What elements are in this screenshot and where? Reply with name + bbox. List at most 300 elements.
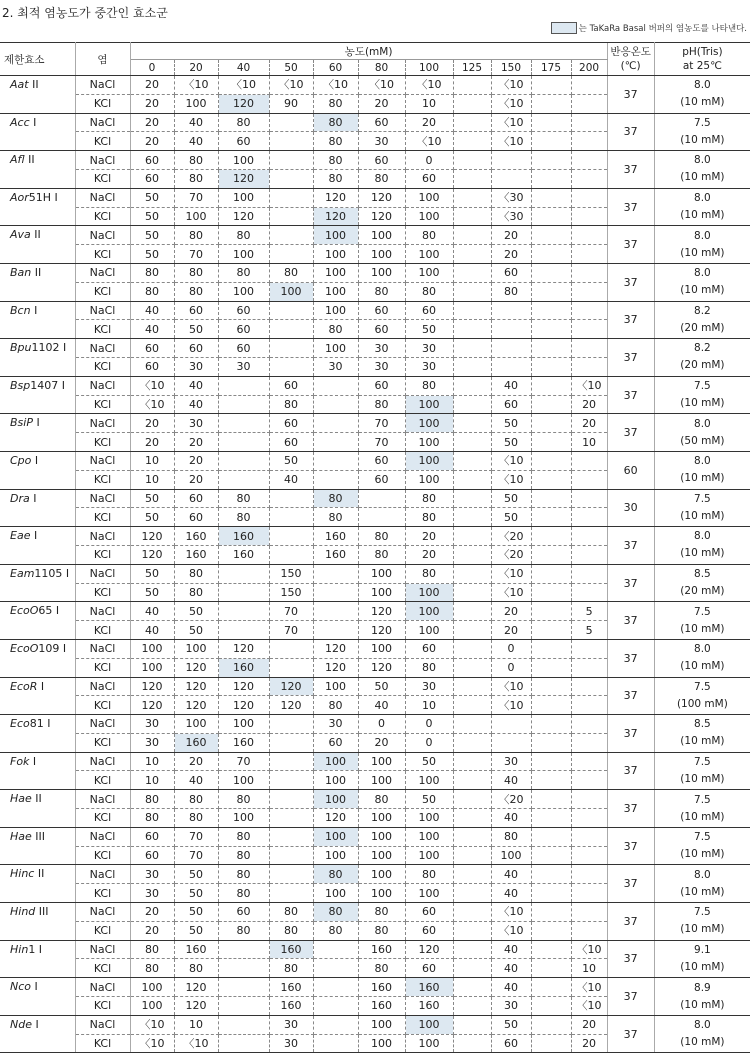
activity-cell — [571, 245, 607, 264]
activity-cell — [531, 301, 571, 320]
activity-cell — [269, 809, 313, 828]
activity-cell: 80 — [218, 865, 269, 884]
enzyme-genus: Dra — [10, 491, 30, 505]
enzyme-suffix: I — [31, 980, 38, 994]
activity-cell — [269, 790, 313, 809]
table-row — [0, 715, 750, 734]
activity-cell: 10 — [571, 433, 607, 452]
activity-cell: 60 — [269, 414, 313, 433]
ph-value: 7.5 — [694, 380, 711, 393]
activity-cell: 50 — [174, 602, 218, 621]
activity-cell: 70 — [269, 621, 313, 640]
enzyme-name — [0, 263, 75, 301]
enzyme-name — [0, 790, 75, 828]
reaction-temperature: 37 — [607, 301, 654, 339]
enzyme-genus: Bcn — [10, 303, 31, 317]
reaction-temperature: 37 — [607, 865, 654, 903]
activity-cell: 100 — [218, 188, 269, 207]
enzyme-name — [0, 903, 75, 941]
activity-cell — [269, 639, 313, 658]
activity-cell: 30 — [405, 357, 453, 376]
activity-cell: 100 — [218, 809, 269, 828]
activity-cell — [531, 827, 571, 846]
activity-cell — [218, 433, 269, 452]
buffer-concentration: (10 mM) — [680, 472, 725, 485]
activity-cell — [531, 921, 571, 940]
enzyme-suffix: I — [31, 453, 39, 467]
activity-cell: 60 — [130, 151, 174, 170]
activity-cell — [218, 978, 269, 997]
enzyme-genus: Eam — [10, 566, 35, 580]
activity-cell: 〈10 — [491, 470, 531, 489]
activity-cell: 30 — [491, 997, 531, 1016]
activity-cell — [453, 414, 491, 433]
activity-cell — [453, 921, 491, 940]
activity-cell: 20 — [174, 752, 218, 771]
activity-cell: 40 — [491, 959, 531, 978]
activity-cell: 50 — [130, 583, 174, 602]
activity-cell — [531, 696, 571, 715]
activity-cell: 160 — [358, 997, 405, 1016]
activity-cell — [571, 658, 607, 677]
activity-cell — [531, 245, 571, 264]
activity-cell: 100 — [130, 639, 174, 658]
activity-cell: 80 — [491, 827, 531, 846]
activity-cell: 100 — [405, 846, 453, 865]
activity-cell — [218, 959, 269, 978]
table-row — [0, 376, 750, 395]
activity-cell: 100 — [358, 583, 405, 602]
activity-cell: 〈10 — [269, 76, 313, 95]
activity-cell — [313, 602, 358, 621]
activity-cell — [453, 978, 491, 997]
activity-cell: 90 — [269, 94, 313, 113]
activity-cell: 160 — [358, 978, 405, 997]
activity-cell — [571, 865, 607, 884]
activity-cell — [313, 997, 358, 1016]
ph-value: 8.0 — [694, 1019, 711, 1032]
enzyme-name — [0, 188, 75, 226]
activity-cell: 100 — [313, 771, 358, 790]
activity-cell: 60 — [405, 921, 453, 940]
activity-cell: 60 — [313, 733, 358, 752]
activity-cell: 120 — [405, 940, 453, 959]
activity-cell — [531, 414, 571, 433]
reaction-temperature: 37 — [607, 1015, 654, 1053]
activity-cell — [453, 564, 491, 583]
activity-cell — [531, 733, 571, 752]
activity-cell — [571, 809, 607, 828]
activity-cell — [531, 339, 571, 358]
table-row — [0, 978, 750, 997]
ph-cell — [654, 978, 750, 1016]
activity-cell — [531, 151, 571, 170]
activity-cell: 160 — [358, 940, 405, 959]
activity-cell — [453, 151, 491, 170]
activity-cell: 20 — [130, 76, 174, 95]
activity-cell — [453, 752, 491, 771]
buffer-concentration: (10 mM) — [680, 848, 725, 861]
activity-cell — [453, 527, 491, 546]
activity-cell — [491, 733, 531, 752]
reaction-temperature: 37 — [607, 639, 654, 677]
header-concentration: 농도(mM) — [130, 43, 607, 60]
activity-cell — [269, 151, 313, 170]
ph-value: 8.5 — [694, 718, 711, 731]
activity-cell — [531, 771, 571, 790]
activity-cell — [453, 395, 491, 414]
enzyme-name — [0, 113, 75, 151]
activity-cell: 120 — [313, 658, 358, 677]
reaction-temperature: 37 — [607, 564, 654, 602]
activity-cell — [531, 94, 571, 113]
activity-cell — [531, 395, 571, 414]
activity-cell: 20 — [130, 94, 174, 113]
reaction-temperature: 60 — [607, 451, 654, 489]
activity-cell — [453, 733, 491, 752]
activity-cell: 100 — [405, 771, 453, 790]
activity-cell — [571, 226, 607, 245]
salt-label: KCl — [75, 959, 130, 978]
activity-cell — [313, 451, 358, 470]
ph-value: 7.5 — [694, 906, 711, 919]
activity-cell: 〈30 — [491, 188, 531, 207]
activity-cell: 80 — [405, 658, 453, 677]
activity-cell: 80 — [174, 583, 218, 602]
activity-cell: 80 — [174, 959, 218, 978]
activity-cell — [453, 639, 491, 658]
activity-cell — [571, 113, 607, 132]
enzyme-genus: Cpo — [10, 453, 32, 467]
reaction-temperature: 37 — [607, 226, 654, 264]
activity-cell: 50 — [174, 865, 218, 884]
enzyme-suffix: II — [28, 78, 39, 91]
reaction-temperature: 37 — [607, 827, 654, 865]
table-row — [0, 639, 750, 658]
buffer-concentration: (10 mM) — [680, 660, 725, 673]
activity-cell: 60 — [358, 376, 405, 395]
reaction-temperature: 37 — [607, 527, 654, 565]
activity-cell — [531, 357, 571, 376]
activity-cell: 120 — [218, 677, 269, 696]
activity-cell — [218, 621, 269, 640]
salt-label: NaCl — [75, 414, 130, 433]
enzyme-genus: Hin — [10, 942, 29, 956]
enzyme-suffix: 1407 I — [30, 378, 66, 392]
activity-cell — [269, 188, 313, 207]
activity-cell: 20 — [174, 470, 218, 489]
activity-cell — [491, 357, 531, 376]
activity-cell — [269, 771, 313, 790]
salt-label: NaCl — [75, 677, 130, 696]
salt-label: KCl — [75, 320, 130, 339]
activity-cell — [531, 433, 571, 452]
activity-cell: 〈10 — [358, 76, 405, 95]
ph-cell — [654, 752, 750, 790]
activity-cell: 〈10 — [491, 696, 531, 715]
buffer-concentration: (10 mM) — [680, 133, 725, 146]
activity-cell: 50 — [130, 489, 174, 508]
salt-label: KCl — [75, 621, 130, 640]
activity-cell — [269, 733, 313, 752]
activity-cell — [571, 903, 607, 922]
enzyme-suffix: II — [30, 228, 41, 242]
activity-cell: 50 — [405, 320, 453, 339]
activity-cell — [453, 715, 491, 734]
activity-cell: 30 — [130, 733, 174, 752]
activity-cell — [453, 903, 491, 922]
activity-cell: 10 — [130, 451, 174, 470]
activity-cell: 〈10 — [491, 583, 531, 602]
activity-cell — [453, 320, 491, 339]
enzyme-name — [0, 677, 75, 715]
activity-cell: 100 — [358, 1034, 405, 1053]
enzyme-name — [0, 602, 75, 640]
activity-cell: 40 — [491, 884, 531, 903]
activity-cell — [571, 169, 607, 188]
activity-cell: 100 — [405, 414, 453, 433]
activity-cell: 80 — [313, 489, 358, 508]
activity-cell — [269, 207, 313, 226]
salt-label: KCl — [75, 545, 130, 564]
activity-cell: 120 — [358, 207, 405, 226]
activity-cell — [269, 658, 313, 677]
activity-cell: 100 — [313, 282, 358, 301]
activity-cell: 40 — [130, 320, 174, 339]
activity-cell: 70 — [269, 602, 313, 621]
activity-cell — [218, 395, 269, 414]
activity-cell — [531, 320, 571, 339]
activity-cell: 100 — [491, 846, 531, 865]
activity-cell: 80 — [405, 489, 453, 508]
activity-cell: 40 — [491, 376, 531, 395]
activity-cell: 100 — [218, 282, 269, 301]
activity-cell — [453, 339, 491, 358]
activity-cell — [571, 583, 607, 602]
activity-cell: 20 — [130, 903, 174, 922]
activity-cell — [453, 865, 491, 884]
activity-cell — [453, 357, 491, 376]
activity-cell: 〈10 — [130, 1015, 174, 1034]
ph-value: 8.2 — [694, 342, 711, 355]
buffer-concentration: (50 mM) — [680, 434, 725, 447]
enzyme-genus: Hinc — [10, 867, 35, 881]
activity-cell: 50 — [174, 621, 218, 640]
activity-cell: 100 — [405, 602, 453, 621]
salt-label: KCl — [75, 884, 130, 903]
salt-label: KCl — [75, 658, 130, 677]
activity-cell: 100 — [358, 865, 405, 884]
buffer-concentration: (10 mM) — [680, 735, 725, 748]
activity-cell — [313, 940, 358, 959]
salt-label: NaCl — [75, 527, 130, 546]
activity-cell: 100 — [269, 282, 313, 301]
activity-cell: 60 — [174, 508, 218, 527]
salt-label: NaCl — [75, 376, 130, 395]
activity-cell: 120 — [313, 639, 358, 658]
activity-cell — [218, 376, 269, 395]
activity-cell: 〈10 — [491, 76, 531, 95]
enzyme-suffix: I — [29, 754, 37, 768]
activity-cell: 20 — [405, 113, 453, 132]
enzyme-genus: Fok — [10, 754, 30, 768]
activity-cell: 〈10 — [571, 978, 607, 997]
activity-cell: 160 — [269, 940, 313, 959]
concentration-header-cell: 200 — [571, 60, 607, 76]
salt-label: KCl — [75, 733, 130, 752]
buffer-concentration: (10 mM) — [680, 397, 725, 410]
ph-cell — [654, 414, 750, 452]
ph-value: 8.0 — [694, 530, 711, 543]
salt-label: NaCl — [75, 1015, 130, 1034]
activity-cell: 100 — [358, 245, 405, 264]
activity-cell — [269, 320, 313, 339]
activity-cell — [491, 169, 531, 188]
activity-cell: 100 — [313, 245, 358, 264]
activity-cell: 100 — [218, 771, 269, 790]
salt-label: KCl — [75, 207, 130, 226]
activity-cell: 〈10 — [405, 132, 453, 151]
enzyme-genus: BsiP — [10, 416, 33, 430]
enzyme-name — [0, 489, 75, 527]
activity-cell: 30 — [174, 357, 218, 376]
ph-cell — [654, 564, 750, 602]
activity-cell: 40 — [130, 602, 174, 621]
activity-cell: 〈30 — [491, 207, 531, 226]
activity-cell — [453, 884, 491, 903]
activity-cell: 160 — [269, 978, 313, 997]
activity-cell: 30 — [358, 357, 405, 376]
activity-cell: 80 — [218, 113, 269, 132]
activity-cell — [453, 301, 491, 320]
activity-cell — [453, 113, 491, 132]
reaction-temperature: 37 — [607, 903, 654, 941]
activity-cell — [571, 527, 607, 546]
enzyme-genus: Eco — [10, 717, 30, 731]
activity-cell — [313, 470, 358, 489]
activity-cell: 80 — [358, 282, 405, 301]
activity-cell: 50 — [491, 508, 531, 527]
ph-cell — [654, 790, 750, 828]
activity-cell: 100 — [218, 715, 269, 734]
ph-value: 7.5 — [694, 831, 711, 844]
activity-cell: 80 — [313, 508, 358, 527]
salt-label: NaCl — [75, 489, 130, 508]
activity-cell: 60 — [358, 320, 405, 339]
activity-cell: 100 — [358, 752, 405, 771]
activity-cell — [531, 76, 571, 95]
activity-cell — [218, 1034, 269, 1053]
ph-cell — [654, 263, 750, 301]
activity-cell — [453, 94, 491, 113]
activity-cell — [269, 226, 313, 245]
activity-cell — [571, 76, 607, 95]
activity-cell: 30 — [491, 752, 531, 771]
activity-cell: 80 — [405, 564, 453, 583]
activity-cell: 80 — [313, 169, 358, 188]
activity-cell: 70 — [174, 827, 218, 846]
header-temperature: 반응온도 (℃) — [607, 43, 654, 76]
salt-label: NaCl — [75, 339, 130, 358]
salt-label: NaCl — [75, 263, 130, 282]
buffer-concentration: (100 mM) — [676, 697, 728, 710]
enzyme-suffix: II — [24, 153, 35, 167]
ph-value: 8.0 — [694, 417, 711, 430]
activity-cell: 100 — [405, 470, 453, 489]
ph-value: 8.0 — [694, 79, 711, 92]
activity-cell: 100 — [358, 827, 405, 846]
activity-cell: 〈10 — [491, 903, 531, 922]
activity-cell — [453, 376, 491, 395]
activity-cell: 100 — [405, 451, 453, 470]
activity-cell — [531, 282, 571, 301]
activity-cell — [571, 451, 607, 470]
activity-cell: 10 — [130, 470, 174, 489]
activity-cell: 70 — [218, 752, 269, 771]
activity-cell: 40 — [174, 132, 218, 151]
salt-label: NaCl — [75, 602, 130, 621]
activity-cell: 70 — [174, 846, 218, 865]
activity-cell: 100 — [358, 809, 405, 828]
activity-cell: 100 — [174, 207, 218, 226]
salt-label: NaCl — [75, 76, 130, 95]
activity-cell: 80 — [218, 884, 269, 903]
enzyme-genus: Hae — [10, 829, 32, 843]
activity-cell: 80 — [218, 489, 269, 508]
activity-cell: 40 — [174, 771, 218, 790]
table-row — [0, 940, 750, 959]
table-row — [0, 414, 750, 433]
salt-label: KCl — [75, 282, 130, 301]
ph-cell — [654, 376, 750, 414]
enzyme-suffix: 109 I — [38, 641, 67, 655]
salt-label: NaCl — [75, 639, 130, 658]
activity-cell: 120 — [218, 169, 269, 188]
activity-cell: 120 — [358, 658, 405, 677]
enzyme-name — [0, 639, 75, 677]
activity-cell: 60 — [130, 169, 174, 188]
enzyme-genus: EcoO — [10, 604, 39, 618]
activity-cell: 〈10 — [491, 132, 531, 151]
enzyme-genus: Aat — [10, 78, 29, 91]
activity-cell: 100 — [174, 639, 218, 658]
activity-cell — [453, 76, 491, 95]
enzyme-genus: EcoO — [10, 641, 39, 655]
activity-cell: 80 — [313, 696, 358, 715]
activity-cell: 20 — [491, 602, 531, 621]
enzyme-suffix: I — [29, 491, 37, 505]
activity-cell: 40 — [130, 301, 174, 320]
activity-cell: 80 — [405, 508, 453, 527]
activity-cell: 100 — [358, 564, 405, 583]
activity-cell: 100 — [405, 263, 453, 282]
activity-cell — [571, 715, 607, 734]
salt-label: KCl — [75, 245, 130, 264]
activity-cell: 60 — [174, 301, 218, 320]
header-enzyme: 제한효소 — [0, 43, 75, 76]
activity-cell: 100 — [405, 433, 453, 452]
activity-cell: 80 — [313, 113, 358, 132]
activity-cell: 60 — [218, 903, 269, 922]
activity-cell: 80 — [174, 226, 218, 245]
salt-label: NaCl — [75, 790, 130, 809]
activity-cell — [531, 658, 571, 677]
enzyme-name — [0, 376, 75, 414]
ph-value: 7.5 — [694, 755, 711, 768]
activity-cell: 60 — [491, 1034, 531, 1053]
activity-cell — [531, 564, 571, 583]
enzyme-name — [0, 527, 75, 565]
